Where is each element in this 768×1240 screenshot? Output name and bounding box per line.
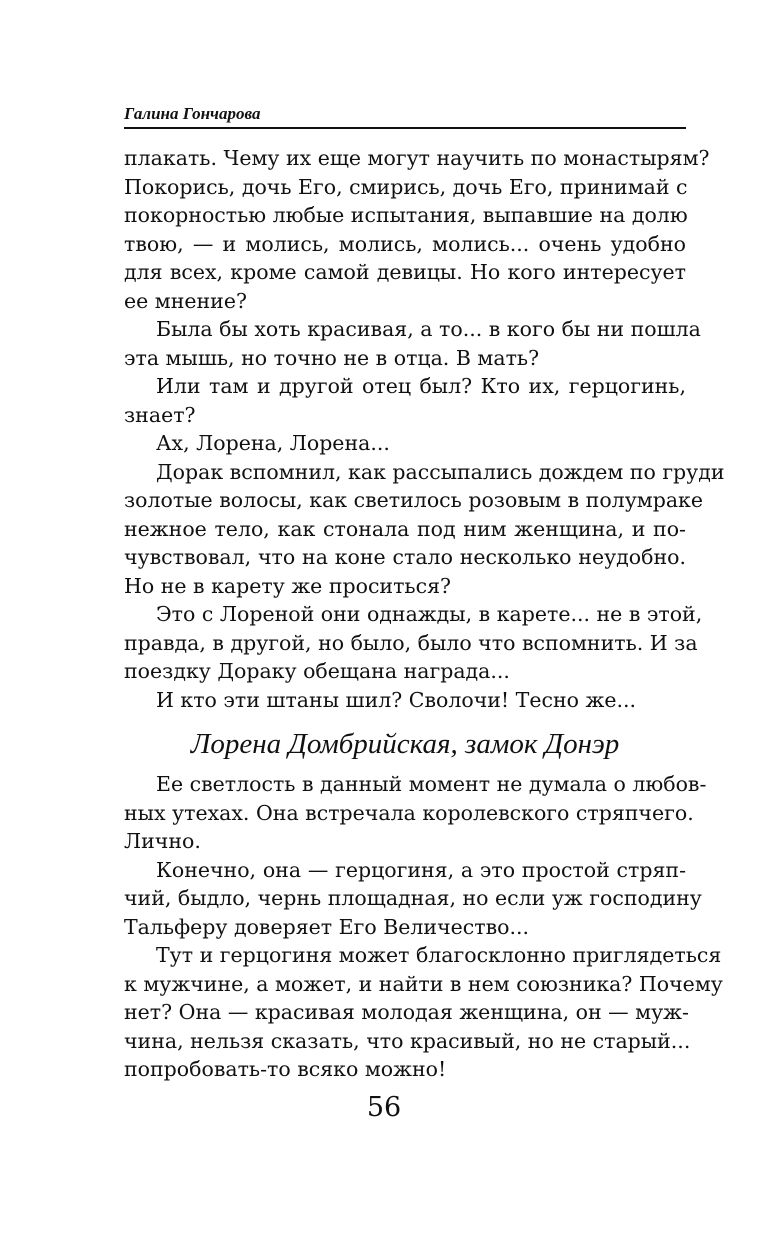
text-line: Конечно, она — герцогиня, а это простой стряп- [156,857,686,882]
text-line: знает? [124,402,196,427]
text-line: эта мышь, но точно не в отца. В мать? [124,345,540,370]
text-line: Ее светлость в данный момент не думала о любов- [156,772,707,796]
text-line: Была бы хоть красивая, а то... в кого бы ни пошла [156,317,701,341]
text-line: И кто эти штаны шил? Сволочи! Тесно же... [156,687,637,712]
text-line: Покорись, дочь Его, смирись, дочь Его, принимай с [124,174,688,199]
header-rule [124,127,686,129]
text-line: ее мнение? [124,288,247,313]
text-line: чина, нельзя сказать, что красивый, но не старый... [124,1028,691,1053]
text-line: чувствовал, что на коне стало несколько неудобно. [124,545,686,569]
text-line: чий, быдло, чернь площадная, но если уж господину [124,886,702,910]
text-line: Но не в карету же проситься? [124,573,451,598]
text-block-1 [124,144,725,714]
text-line: плакать. Чему их еще могут научить по монастырям? [124,146,710,170]
text-line: Лично. [124,829,201,853]
text-line: поездку Дораку обещана награда... [124,659,510,683]
text-line: к мужчине, а может, и найти в нем союзника? Почему [124,971,723,996]
text-line: покорностью любые испытания, выпавшие на долю [124,203,688,227]
text-line: нежное тело, как стонала под ним женщина, и по- [124,516,686,541]
text-line: попробовать-то всяко можно! [124,1057,447,1081]
text-line: золотые волосы, как светилось розовым в полумраке [124,488,704,512]
text-line: для всех, кроме самой девицы. Но кого интересует [124,260,686,284]
running-header [124,100,686,128]
text-line: твою, — и молись, молись, молись... очень удобно [124,231,686,256]
text-line: Дорак вспомнил, как рассыпались дождем по груди [156,459,725,484]
text-block-2 [124,770,723,1084]
author-name: Галина Гончарова [124,104,261,123]
text-line: ных утехах. Она встречала королевского стряпчего. [124,800,694,825]
text-line: Или там и другой отец был? Кто их, герцогинь, [156,374,686,398]
text-line: Это с Лореной они однажды, в карете... не в этой, [156,602,703,626]
text-line: Тальферу доверяет Его Величество... [124,914,530,939]
page-number: 56 [366,1092,402,1123]
text-line: нет? Она — красивая молодая женщина, он — муж- [124,1000,689,1024]
section-heading: Лорена Домбрийская, замок Донэр [190,728,620,760]
text-line: Ах, Лорена, Лорена... [156,431,390,455]
text-line: правда, в другой, но было, было что вспомнить. И за [124,630,698,655]
text-line: Тут и герцогиня может благосклонно приглядеться [156,943,722,967]
